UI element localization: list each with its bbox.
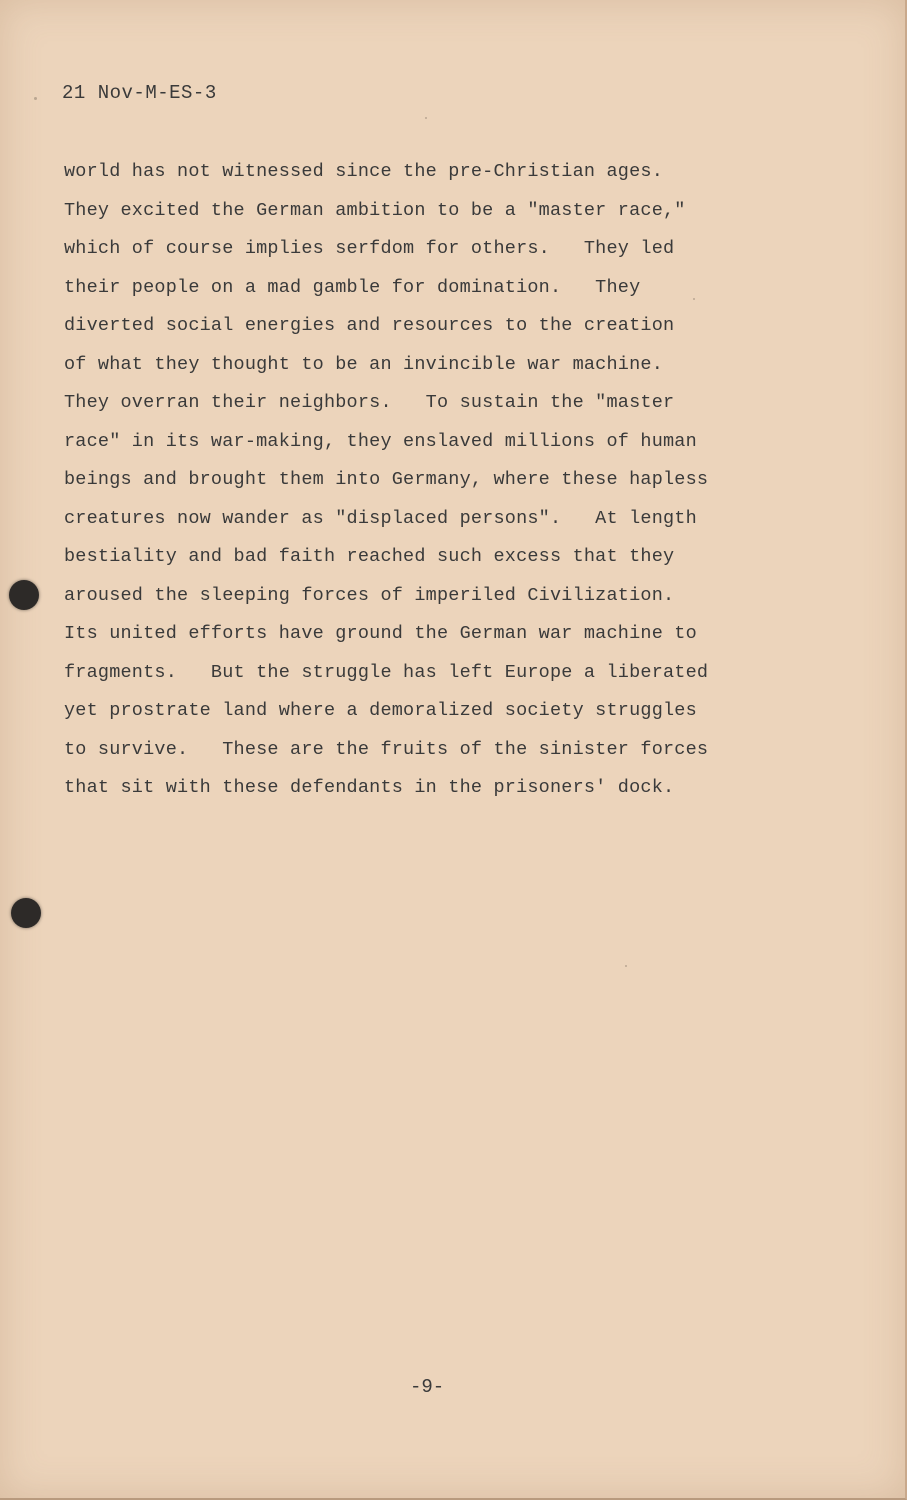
punch-hole bbox=[11, 898, 41, 928]
text-line: world has not witnessed since the pre-Christian ages. bbox=[64, 161, 663, 182]
text-line: aroused the sleeping forces of imperiled Civilization. bbox=[64, 584, 675, 606]
body-text bbox=[64, 153, 744, 808]
text-line: They overran their neighbors. To sustain the "master bbox=[64, 392, 675, 413]
text-line: diverted social energies and resources to the creation bbox=[64, 315, 675, 336]
paper-speck bbox=[625, 965, 627, 967]
text-line: to survive. These are the fruits of the sinister forces bbox=[64, 738, 709, 760]
text-line: of what they thought to be an invincible war machine. bbox=[64, 353, 663, 375]
text-line: Its united efforts have ground the German war machine to bbox=[64, 623, 697, 644]
text-line: their people on a mad gamble for domination. They bbox=[64, 276, 641, 298]
page-number: -9- bbox=[410, 1376, 445, 1398]
text-line: bestiality and bad faith reached such excess that they bbox=[64, 546, 675, 567]
text-line: beings and brought them into Germany, where these hapless bbox=[64, 469, 709, 490]
page-identifier: 21 Nov-M-ES-3 bbox=[62, 82, 217, 104]
text-line: They excited the German ambition to be a "master race," bbox=[64, 199, 686, 221]
text-line: that sit with these defendants in the prisoners' dock. bbox=[64, 777, 675, 798]
text-line: creatures now wander as "displaced persons". At length bbox=[64, 507, 697, 529]
text-line: which of course implies serfdom for others. They led bbox=[64, 238, 675, 259]
punch-hole bbox=[9, 580, 39, 610]
text-line: yet prostrate land where a demoralized society struggles bbox=[64, 700, 697, 721]
text-line: fragments. But the struggle has left Europe a liberated bbox=[64, 661, 709, 683]
paper-speck bbox=[34, 97, 37, 100]
text-line: race" in its war-making, they enslaved millions of human bbox=[64, 430, 697, 452]
paper-speck bbox=[425, 117, 427, 119]
